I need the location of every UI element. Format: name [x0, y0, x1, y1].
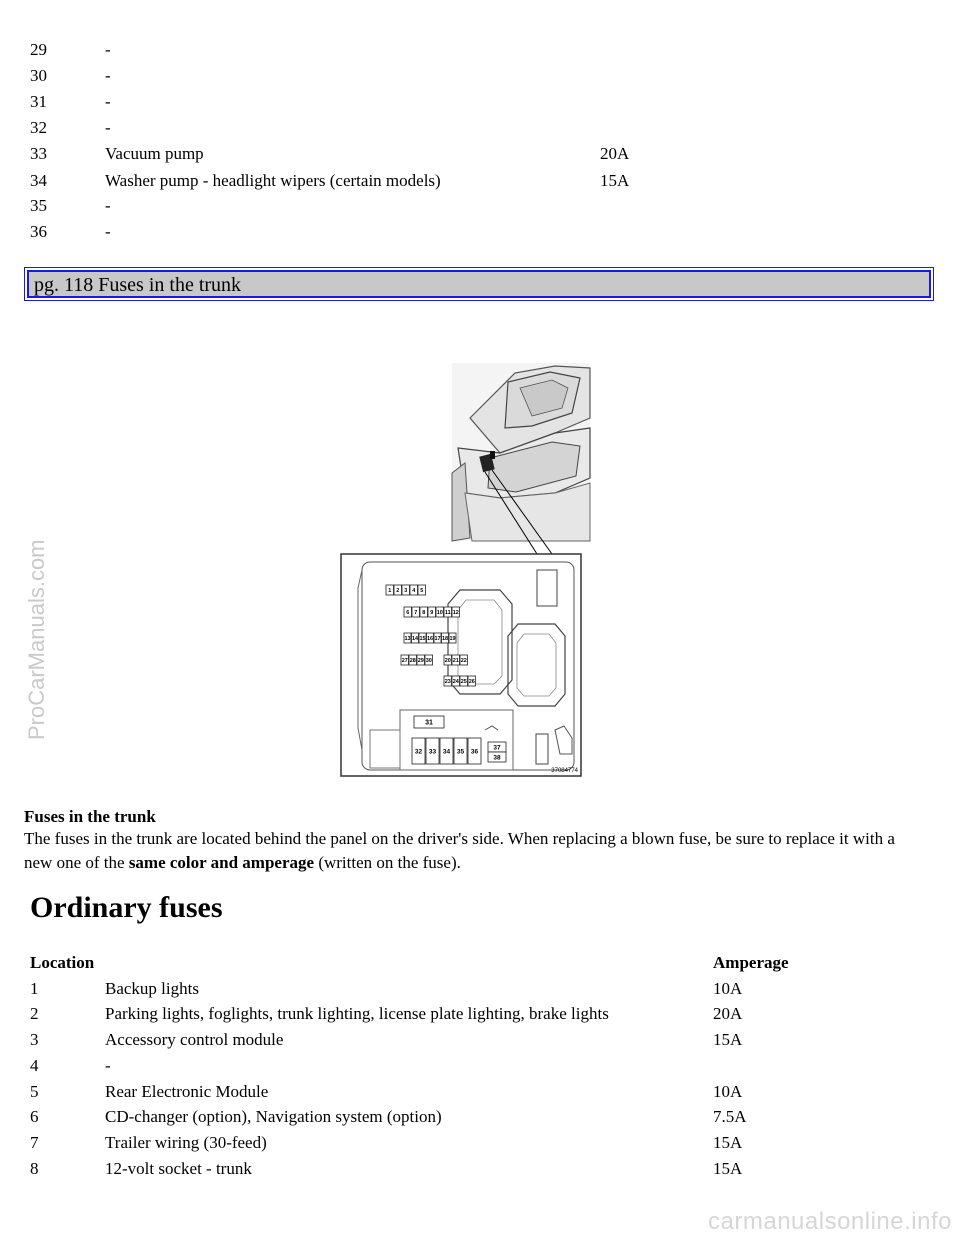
fuse-number: 5: [30, 1082, 39, 1101]
fuse-number: 1: [30, 979, 39, 998]
fuse-label: 8: [422, 609, 426, 616]
fuse-amperage: 20A: [600, 144, 630, 163]
fuse-description: -: [105, 196, 111, 215]
fuse-label: 27: [401, 657, 408, 664]
fuse-label: 2: [396, 587, 400, 594]
fuse-number: 6: [30, 1107, 39, 1126]
fuse-panel-drawing: [341, 554, 581, 776]
fuse-panel-figure: [340, 358, 600, 783]
fuse-amperage: 15A: [713, 1133, 743, 1152]
fuse-amperage: 15A: [713, 1159, 743, 1178]
fuse-label: 25: [460, 678, 467, 685]
fuse-description: -: [105, 118, 111, 137]
caption-bold-text: same color and amperage: [128, 853, 315, 872]
fuse-amperage: 7.5A: [713, 1107, 747, 1126]
fuse-number: 30: [30, 66, 47, 85]
fuse-label: 36: [470, 748, 479, 756]
fuse-number: 34: [30, 171, 47, 190]
fuse-label: 22: [460, 657, 467, 664]
fuse-label: 20: [444, 657, 451, 664]
fuse-label: 1: [388, 587, 392, 594]
fuse-label: 13: [404, 635, 411, 642]
fuse-panel-illustration: [340, 358, 600, 783]
fuse-label: 18: [441, 635, 449, 642]
fuse-number: 36: [30, 222, 47, 241]
fuse-label: 33: [428, 748, 437, 756]
section-heading: Ordinary fuses: [30, 891, 223, 924]
fuse-amperage: 15A: [600, 171, 630, 190]
fuse-label: 16: [426, 635, 434, 642]
fuse-description: Vacuum pump: [105, 144, 204, 163]
fuse-description: Trailer wiring (30-feed): [105, 1133, 267, 1152]
fuse-description: -: [105, 92, 111, 111]
fuse-description: Backup lights: [105, 979, 199, 998]
fuse-description: Accessory control module: [105, 1030, 284, 1049]
fuse-number: 2: [30, 1004, 39, 1023]
fuse-label: 31: [425, 719, 433, 727]
fuse-description: 12-volt socket - trunk: [105, 1159, 252, 1178]
fuse-description: -: [105, 1056, 111, 1075]
fuse-label: 6: [406, 609, 410, 616]
fuse-number: 33: [30, 144, 47, 163]
fuse-label: 10: [436, 609, 443, 616]
fuse-label: 32: [414, 748, 423, 756]
fuse-number: 4: [30, 1056, 39, 1075]
fuse-amperage: 15A: [713, 1030, 743, 1049]
fuse-label: 17: [434, 635, 441, 642]
caption-body: [24, 827, 924, 875]
fuse-description: -: [105, 66, 111, 85]
fuse-number: 35: [30, 196, 47, 215]
fuse-description: Parking lights, foglights, trunk lighting, license plate lighting, brake lights: [105, 1004, 609, 1023]
fuse-amperage: 20A: [713, 1004, 743, 1023]
fuse-amperage: 10A: [713, 979, 743, 998]
fuse-description: Rear Electronic Module: [105, 1082, 269, 1101]
fuse-label: 14: [411, 635, 419, 642]
section-header-text: pg. 118 Fuses in the trunk: [27, 270, 931, 298]
fuse-label: 29: [417, 657, 424, 664]
fuse-label: 19: [449, 635, 456, 642]
fuse-label: 12: [452, 609, 459, 616]
fuse-label: 4: [412, 587, 416, 594]
fuse-description: Washer pump - headlight wipers (certain models): [105, 171, 441, 190]
fuse-label: 35: [456, 748, 465, 756]
fuse-label: 11: [444, 609, 451, 616]
fuse-label: 7: [414, 609, 418, 616]
fuse-label: 38: [493, 754, 501, 762]
fuse-number: 7: [30, 1133, 39, 1152]
fuse-label: 30: [425, 657, 432, 664]
fuse-description: -: [105, 40, 111, 59]
caption-text: The fuses in the trunk are located behind the panel on the driver's side. When replacing a blown fuse, be sure to replace it with a new one of the: [24, 829, 895, 872]
fuse-label: 24: [452, 678, 459, 685]
fuse-label: 34: [442, 748, 451, 756]
fuse-label: 15: [419, 635, 426, 642]
fuse-number: 32: [30, 118, 47, 137]
fuse-label: 9: [430, 609, 434, 616]
side-watermark: ProCarManuals.com: [24, 539, 49, 740]
fuse-amperage: 10A: [713, 1082, 743, 1101]
fuse-number: 29: [30, 40, 47, 59]
fuse-description: CD-changer (option), Navigation system (option): [105, 1107, 442, 1126]
figure-code: 37084774: [551, 768, 578, 774]
fuse-label: 5: [420, 587, 424, 594]
fuse-label: 26: [468, 678, 475, 685]
fuse-label: 3: [404, 587, 408, 594]
caption-title: Fuses in the trunk: [24, 807, 156, 826]
fuse-number: 31: [30, 92, 47, 111]
fuse-number: 3: [30, 1030, 39, 1049]
fuse-label: 28: [409, 657, 416, 664]
column-header-location: Location: [30, 953, 95, 972]
caption-text-end: (written on the fuse).: [314, 853, 461, 872]
fuse-number: 8: [30, 1159, 39, 1178]
trunk-illustration: [452, 363, 590, 554]
section-header-bar: [24, 267, 934, 301]
fuse-description: -: [105, 222, 111, 241]
fuse-label: 23: [444, 678, 451, 685]
fuse-label: 37: [493, 744, 501, 752]
bottom-watermark: carmanualsonline.info: [708, 1208, 952, 1235]
fuse-label: 21: [452, 657, 459, 664]
column-header-amperage: Amperage: [713, 953, 789, 972]
